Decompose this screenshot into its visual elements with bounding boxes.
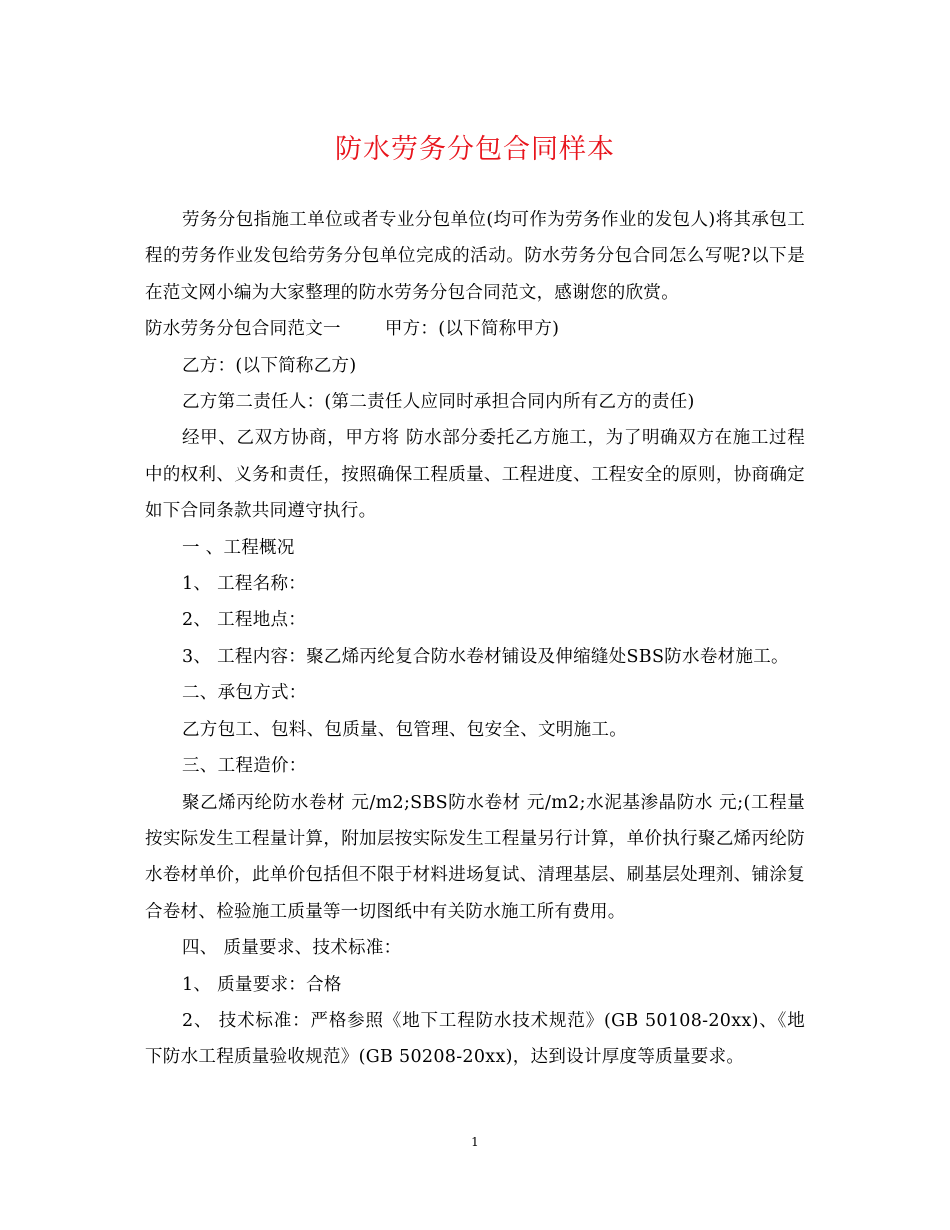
project-content-item: 3、 工程内容：聚乙烯丙纶复合防水卷材铺设及伸缩缝处SBS防水卷材施工。: [182, 646, 789, 667]
section-heading-contract-method: 二、承包方式：: [182, 683, 307, 704]
document-body: [145, 202, 805, 1076]
contract-heading-line: [145, 311, 805, 347]
page-number: 1: [471, 1135, 479, 1149]
party-b-second-responsible-line: 乙方第二责任人：(第二责任人应同时承担合同内所有乙方的责任): [182, 392, 695, 413]
technical-standard-item: 2、 技术标准：严格参照《地下工程防水技术规范》(GB 50108-20xx)、《地下防水工程质量验收规范》(GB 50208-20xx)，达到设计厚度等质量要求。: [145, 1010, 805, 1068]
agreement-paragraph: 经甲、乙双方协商，甲方将 防水部分委托乙方施工，为了明确双方在施工过程中的权利、义务和责任，按照确保工程质量、工程进度、工程安全的原则，协商确定如下合同条款共同遵守执行。: [145, 428, 805, 522]
section-heading-project-cost: 三、工程造价：: [182, 756, 307, 777]
document-title: 防水劳务分包合同样本: [335, 134, 615, 165]
section-heading-project-overview: 一 、工程概况: [182, 537, 295, 558]
section-heading-quality: 四、 质量要求、技术标准：: [182, 938, 402, 959]
party-b-line: 乙方：(以下简称乙方): [182, 355, 357, 376]
contract-method-text: 乙方包工、包料、包质量、包管理、包安全、文明施工。: [182, 719, 627, 740]
party-a-line: 甲方：(以下简称甲方): [384, 319, 560, 340]
project-location-item: 2、 工程地点：: [182, 610, 307, 631]
intro-paragraph: 劳务分包指施工单位或者专业分包单位(均可作为劳务作业的发包人)将其承包工程的劳务作业发包给劳务分包单位完成的活动。防水劳务分包合同怎么写呢?以下是在范文网小编为大家整理的防水劳务分包合同范文，感谢您的欣赏。: [145, 210, 805, 303]
quality-requirement-item: 1、 质量要求：合格: [182, 974, 342, 995]
project-cost-text: 聚乙烯丙纶防水卷材 元/m2;SBS防水卷材 元/m2;水泥基渗晶防水 元;(工程量按实际发生工程量计算，附加层按实际发生工程量另行计算，单价执行聚乙烯丙纶防水卷材单价，此单价包括但不限于材料进场复试、清理基层、刷基层处理剂、铺涂复合卷材、检验施工质量等一切图纸中有关防水施工所有费用。: [145, 792, 805, 922]
contract-sample-label: 防水劳务分包合同范文一: [145, 319, 341, 340]
project-name-item: 1、 工程名称：: [182, 574, 307, 595]
